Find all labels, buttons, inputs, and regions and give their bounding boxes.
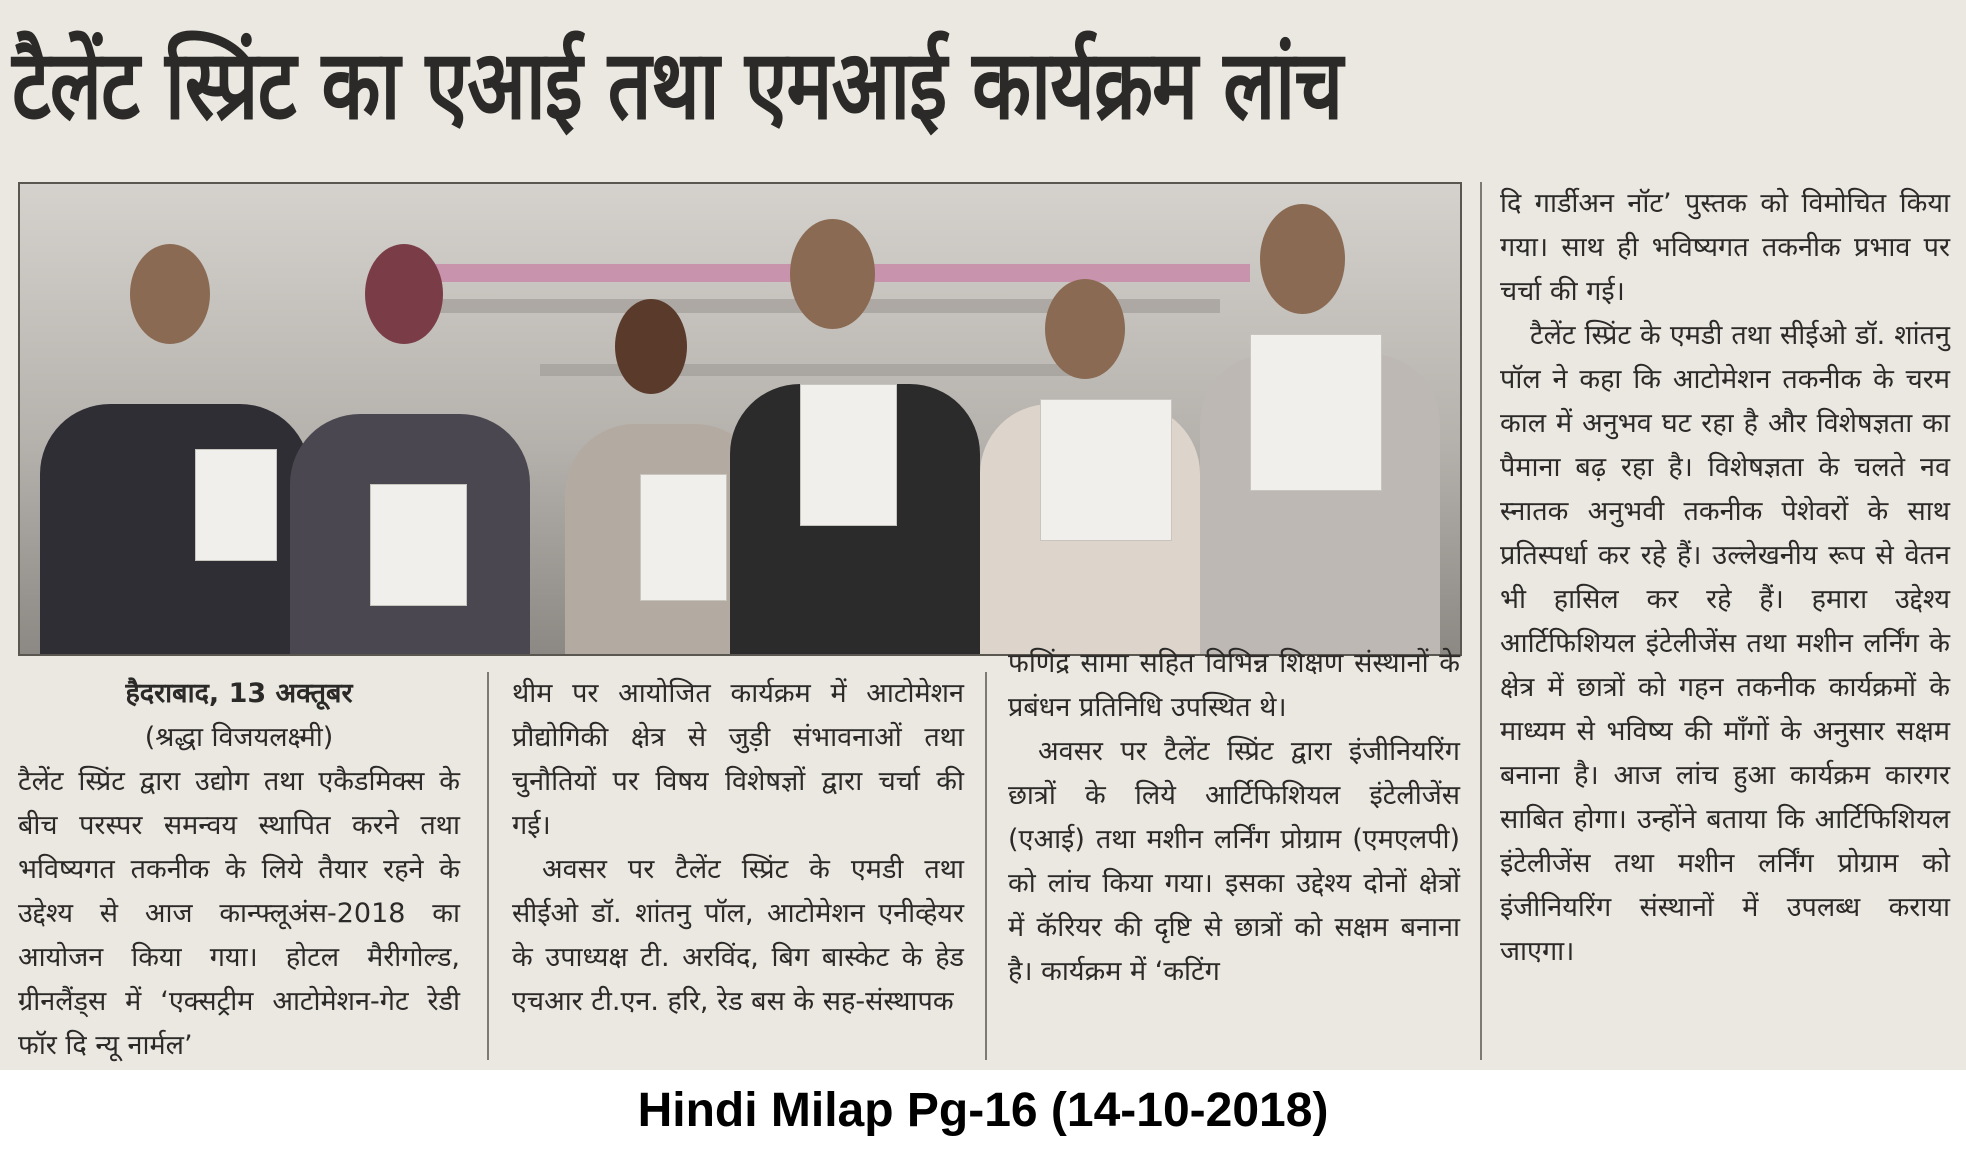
paragraph: अवसर पर टैलेंट स्प्रिंट द्वारा इंजीनियरिंग छात्रों के लिये आर्टिफिशियल इंटेलीजेंस (एआई) तथा मशीन लर्निंग प्रोग्राम (एमएलपी) को लांच किया गया। इसका उद्देश्य दोनों क्षेत्रों में कॅरियर की दृष्टि से छात्रों को सक्षम बनाना है। कार्यक्रम में ‘कटिंग [1008, 736, 1460, 987]
article-column-1 [18, 760, 460, 1060]
person-2-head [365, 244, 443, 344]
byline: (श्रद्धा विजयलक्ष्मी) [144, 722, 334, 753]
person-5-head [1045, 279, 1125, 379]
paragraph: टैलेंट स्प्रिंट द्वारा उद्योग तथा एकैडमिक्स के बीच परस्पर समन्वय स्थापित करने तथा भविष्यगत तकनीक के लिये तैयार रहने के उद्देश्य से आज कान्फ्लूअंस-2018 का आयोजन किया गया। होटल मैरीगोल्ड, ग्रीनलैंड्स में ‘एक्सट्रीम आटोमेशन-गेट रेडी फॉर दि न्यू नार्मल’ [18, 766, 460, 1061]
headline: टैलेंट स्प्रिंट का एआई तथा एमआई कार्यक्रम लांच [12, 29, 1343, 141]
held-document [195, 449, 277, 561]
person-4-head [790, 219, 875, 329]
person-6-head [1260, 204, 1345, 314]
column-divider [985, 672, 987, 1060]
article-column-4 [1500, 182, 1950, 1060]
article-column-3 [1008, 642, 1460, 1060]
column-divider [1480, 182, 1482, 1060]
held-document [640, 474, 727, 601]
paragraph: टैलेंट स्प्रिंट के एमडी तथा सीईओ डॉ. शांतनु पॉल ने कहा कि आटोमेशन तकनीक के चरम काल में अनुभव घट रहा है और विशेषज्ञता का पैमाना बढ़ रहा है। विशेषज्ञता के चलते नव स्नातक अनुभवी तकनीक पेशेवरों के साथ प्रतिस्पर्धा कर रहे हैं। उल्लेखनीय रूप से वेतन भी हासिल कर रहे हैं। हमारा उद्देश्य आर्टिफिशियल इंटेलीजेंस तथा मशीन लर्निंग के क्षेत्र में छात्रों को गहन तकनीक कार्यक्रमों के माध्यम से भविष्य की माँगों के अनुसार सक्षम बनाना है। आज लांच हुआ कार्यक्रम कारगर साबित होगा। उन्होंने बताया कि आर्टिफिशियल इंटेलीजेंस तथा मशीन लर्निंग प्रोग्राम को इंजीनियरिंग संस्थानों में उपलब्ध कराया जाएगा। [1500, 320, 1950, 967]
column-divider [487, 672, 489, 1060]
paragraph: दि गार्डीअन नॉट’ पुस्तक को विमोचित किया गया। साथ ही भविष्यगत तकनीक प्रभाव पर चर्चा की गई। [1500, 188, 1950, 307]
held-document [1040, 399, 1172, 541]
paragraph: अवसर पर टैलेंट स्प्रिंट के एमडी तथा सीईओ डॉ. शांतनु पॉल, आटोमेशन एनीव्हेयर के उपाध्यक्ष टी. अरविंद, बिग बास्केट के हेड एचआर टी.एन. हरि, रेड बस के सह-संस्थापक [512, 854, 964, 1017]
source-caption: Hindi Milap Pg-16 (14-10-2018) [637, 1084, 1329, 1137]
held-document [1250, 334, 1382, 491]
person-3-head [615, 299, 687, 394]
event-photo [18, 182, 1462, 656]
held-document [370, 484, 467, 606]
person-1-head [130, 244, 210, 344]
held-document [800, 384, 897, 526]
article-column-2 [512, 672, 964, 1060]
dateline: हैदराबाद, 13 अक्तूबर [125, 678, 353, 709]
paragraph: थीम पर आयोजित कार्यक्रम में आटोमेशन प्रौद्योगिकी क्षेत्र से जुड़ी संभावनाओं तथा चुनौतियों पर विषय विशेषज्ञों द्वारा चर्चा की गई। [512, 678, 964, 841]
paragraph: फणिंद्र सामा सहित विभिन्न शिक्षण संस्थानों के प्रबंधन प्रतिनिधि उपस्थित थे। [1008, 648, 1460, 723]
